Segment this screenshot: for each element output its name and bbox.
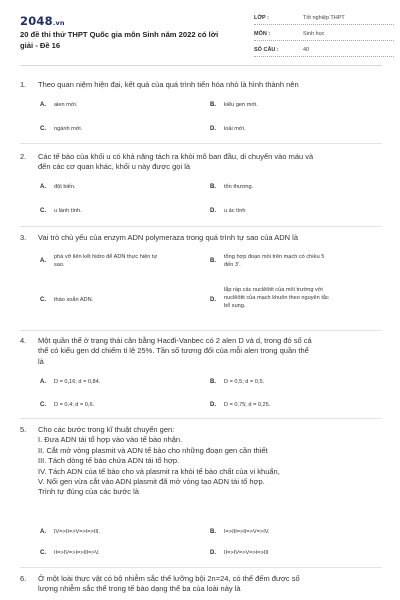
option-letter: D.: [210, 208, 216, 214]
option-text: [224, 183, 253, 191]
question-text-line: Theo quan niệm hiện đại, kết quả của quá trình tiến hóa nhỏ là hình thành nên: [38, 80, 299, 89]
option-letter: C.: [40, 297, 46, 303]
logo-text: 2048: [20, 14, 53, 28]
option-letter: D.: [210, 297, 216, 303]
question-separator: [20, 330, 382, 331]
option-text: [224, 401, 270, 409]
option-text: [54, 101, 77, 109]
option-line: D = 0,5; d = 0,5.: [224, 379, 265, 385]
meta-key: SỐ CÂU :: [254, 47, 279, 53]
option-text: [224, 286, 329, 311]
option-letter: B.: [210, 102, 216, 108]
option-line: tổng hợp đoạn mồi trên mạch có chiều 5: [224, 254, 325, 260]
option-text: [54, 125, 82, 133]
option-line: D = 0,16; d = 0,84.: [54, 379, 101, 385]
question-text-line: thể có kiểu gen dd chiếm tỉ lệ 25%. Tần số tương đối của mỗi alen trong quần thể: [38, 346, 309, 356]
option-letter: B.: [210, 529, 216, 535]
option-line: sao.: [54, 262, 65, 269]
question-text-line: I. Đưa ADN tái tổ hợp vào vào tế bào nhận.: [38, 435, 183, 445]
option-text: [54, 253, 157, 269]
question-text-line: Trình tự đúng của các bước là: [38, 487, 139, 497]
question-text-line: III. Tách dòng tế bào chứa ADN tái tổ hợp.: [38, 456, 180, 466]
question-text: [38, 152, 380, 173]
option-letter: A.: [40, 184, 46, 190]
header-divider: [20, 65, 382, 66]
question-text: [38, 336, 380, 367]
question-text-line: Một quần thể ở trạng thái cân bằng Hacđi-Vanbec có 2 alen D và d, trong đó số cá: [38, 336, 312, 345]
option-line: ngành mới.: [54, 126, 83, 132]
option-text: [224, 549, 268, 557]
question-number: 2.: [20, 152, 27, 161]
document-header: [20, 12, 390, 58]
question-separator: [20, 418, 382, 419]
meta-row-count: [254, 44, 394, 57]
meta-row-class: [254, 12, 394, 25]
option-letter: B.: [210, 184, 216, 190]
option-line: I=>III=>II=>V=>IV.: [224, 529, 270, 535]
option-line: kiểu gen mới.: [224, 102, 258, 108]
option-line: D = 0,75; d = 0,25.: [224, 402, 271, 408]
question-text-line: Các tế bào của khối u có khả năng tách ra khỏi mô ban đầu, di chuyển vào máu và: [38, 152, 314, 161]
option-line: đến 3'.: [224, 262, 241, 269]
site-logo[interactable]: [20, 14, 65, 28]
option-letter: B.: [210, 258, 216, 264]
option-letter: C.: [40, 402, 46, 408]
option-line: tháo xoắn ADN.: [54, 297, 94, 303]
question-text-line: II. Cắt mở vòng plasmit và ADN tế bào cho những đoạn gen cần thiết: [38, 445, 268, 455]
option-line: II=>IV=>V=>I=>III: [224, 550, 269, 556]
question-number: 5.: [20, 425, 27, 434]
option-text: [54, 296, 93, 304]
question-text-line: Ở một loài thực vật có bộ nhiễm sắc thể lưỡng bội 2n=24, có thể đếm được số: [38, 574, 300, 583]
option-text: [224, 378, 264, 386]
meta-key: MÔN :: [254, 31, 271, 37]
question-number: 6.: [20, 574, 27, 583]
question-text-line: Cho các bước trong kĩ thuật chuyển gen:: [38, 425, 175, 434]
option-text: [224, 207, 245, 215]
option-text: [54, 401, 94, 409]
option-text: [224, 125, 245, 133]
meta-value: 40: [303, 47, 310, 53]
option-letter: C.: [40, 550, 46, 556]
option-line: nuclêôtit của mạch khuôn theo nguyên tắc: [224, 295, 329, 302]
meta-key: LỚP :: [254, 15, 269, 21]
document-title: 20 đề thi thử THPT Quốc gia môn Sinh năm 2022 có lời giải - Đề 16: [20, 30, 219, 50]
option-text: [54, 549, 100, 557]
option-text: [54, 183, 75, 191]
question-number: 3.: [20, 233, 27, 242]
option-letter: D.: [210, 126, 216, 132]
question-number: 4.: [20, 336, 27, 345]
option-text: [54, 207, 82, 215]
meta-row-subject: [254, 28, 394, 41]
option-letter: A.: [40, 102, 46, 108]
question-text-line: là: [38, 356, 44, 366]
question-text-line: đến các cơ quan khác, khối u này được gọi là: [38, 162, 191, 172]
option-letter: C.: [40, 126, 46, 132]
meta-value: Sinh học: [303, 31, 325, 37]
option-line: phá vỡ liên kết hidro để ADN thực hiện tự: [54, 254, 158, 260]
option-text: [224, 101, 258, 109]
question-number: 1.: [20, 80, 27, 89]
question-text-line: Vai trò chủ yếu của enzym ADN polymeraza trong quá trình tự sao của ADN là: [38, 233, 299, 242]
question-text: [38, 574, 380, 595]
question-separator: [20, 567, 382, 568]
option-line: lắp ráp các nuclêôtit của môi trường với: [224, 287, 323, 293]
option-line: u lành tính.: [54, 208, 82, 214]
option-line: loài mới.: [224, 126, 246, 132]
question-text: [38, 425, 380, 498]
question-text-line: V. Nối gen vừa cắt vào ADN plasmit đã mở vòng tạo ADN tái tổ hợp.: [38, 477, 265, 487]
question-text-line: lượng nhiễm sắc thể trong tế bào dạng thể ba của loài này là: [38, 584, 241, 594]
question-text: [38, 233, 380, 243]
question-text: [38, 80, 380, 90]
option-letter: A.: [40, 379, 46, 385]
option-letter: A.: [40, 529, 46, 535]
option-line: IV=>II=>V=>I=>III.: [54, 529, 101, 535]
option-line: D = 0,4; d = 0,6.: [54, 402, 95, 408]
option-text: [224, 528, 270, 536]
option-text: [54, 528, 100, 536]
option-line: tổn thương.: [224, 184, 254, 190]
option-text: [54, 378, 100, 386]
question-separator: [20, 143, 382, 144]
option-line: alen mới.: [54, 102, 78, 108]
option-line: II=>IV=>I=>III=>V.: [54, 550, 100, 556]
question-text-line: IV. Tách ADN của tế bào cho và plasmit ra khỏi tế bào chất của vi khuẩn,: [38, 466, 280, 476]
option-text: [224, 253, 324, 269]
option-letter: A.: [40, 258, 46, 264]
option-line: u ác tính: [224, 208, 246, 214]
question-separator: [20, 226, 382, 227]
option-line: đột biến.: [54, 184, 76, 190]
meta-value: Tốt nghiệp THPT: [303, 15, 345, 21]
logo-suffix: .vn: [52, 19, 65, 27]
document-meta: [254, 12, 394, 60]
option-line: bổ sung.: [224, 303, 246, 310]
option-letter: C.: [40, 208, 46, 214]
option-letter: D.: [210, 550, 216, 556]
option-letter: B.: [210, 379, 216, 385]
option-letter: D.: [210, 402, 216, 408]
